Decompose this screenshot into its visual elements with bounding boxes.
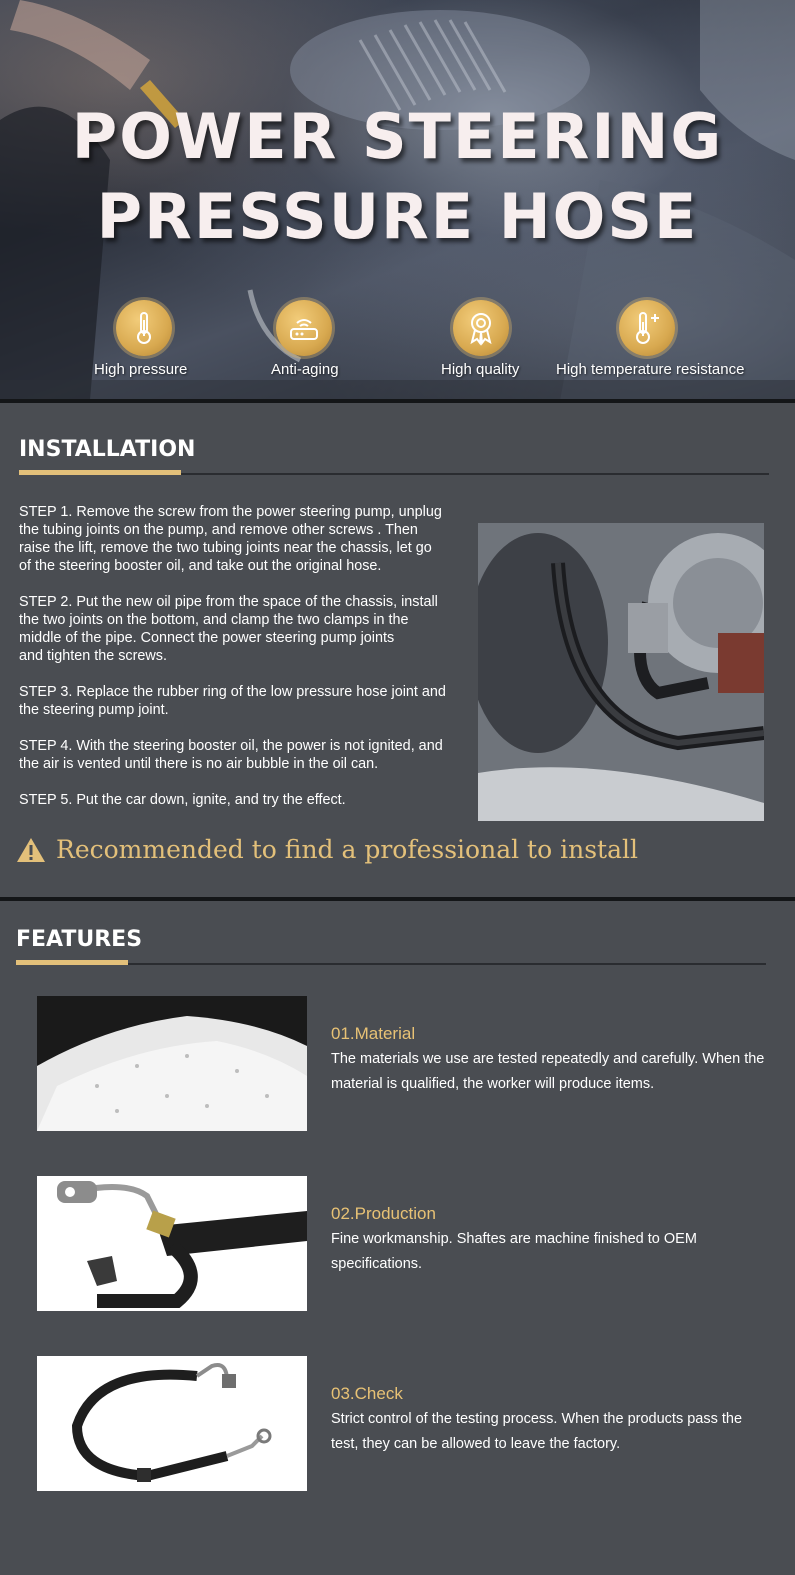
feature-3-description: Strict control of the testing process. When the products pass the test, they can be allowed to leave the factory.	[331, 1411, 743, 1452]
thermometer-icon	[116, 300, 172, 356]
feature-3-title: 03.Check	[331, 1384, 403, 1403]
feature-2-title: 02.Production	[331, 1204, 436, 1223]
hero-title-line2: PRESSURE HOSE	[96, 180, 699, 253]
check-image	[37, 1356, 307, 1491]
installation-heading: INSTALLATION	[19, 437, 196, 462]
features-accent-bar	[16, 960, 128, 965]
section-divider	[0, 399, 795, 403]
step-4-text: STEP 4. With the steering booster oil, the power is not ignited, and the air is vented until there is no air bubble in the oil can.	[19, 738, 443, 772]
installation-accent-bar	[19, 470, 181, 475]
award-ribbon-icon	[453, 300, 509, 356]
step-1-text: STEP 1. Remove the screw from the power steering pump, unplug the tubing joints on the pump, and remove other screws . Then raise the lift, remove the two tubing joints near the chassis, let go of the steering booster oil, and take out the original hose.	[19, 504, 442, 574]
features-heading: FEATURES	[16, 927, 143, 952]
hero-banner	[0, 0, 795, 401]
section-divider	[0, 897, 795, 901]
badge-label-high-temperature-resistance: High temperature resistance	[556, 361, 745, 378]
installation-steps	[19, 503, 469, 827]
installation-photo	[478, 523, 764, 821]
install-warning	[16, 835, 638, 864]
feature-1-title: 01.Material	[331, 1024, 416, 1043]
hero-title-line1: POWER STEERING	[71, 100, 724, 173]
warning-icon	[16, 837, 46, 863]
badge-label-high-pressure: High pressure	[94, 361, 188, 378]
feature-2-description: Fine workmanship. Shaftes are machine finished to OEM specifications.	[331, 1231, 697, 1272]
production-image	[37, 1176, 307, 1311]
router-icon	[276, 300, 332, 356]
step-2-text: STEP 2. Put the new oil pipe from the space of the chassis, install the two joints on the bottom, and clamp the two clamps in the middle of the pipe. Connect the power steering pump joints and tighten the screws.	[19, 594, 438, 664]
step-5-text: STEP 5. Put the car down, ignite, and try the effect.	[19, 792, 346, 808]
material-image	[37, 996, 307, 1131]
badge-label-anti-aging: Anti-aging	[271, 361, 339, 378]
features-rule	[16, 963, 766, 965]
badge-label-high-quality: High quality	[441, 361, 520, 378]
step-3-text: STEP 3. Replace the rubber ring of the low pressure hose joint and the steering pump joint.	[19, 684, 446, 718]
feature-1-description: The materials we use are tested repeatedly and carefully. When the material is qualified, the worker will produce items.	[331, 1051, 765, 1092]
thermometer-plus-icon	[619, 300, 675, 356]
warning-text: Recommended to find a professional to install	[56, 835, 638, 864]
